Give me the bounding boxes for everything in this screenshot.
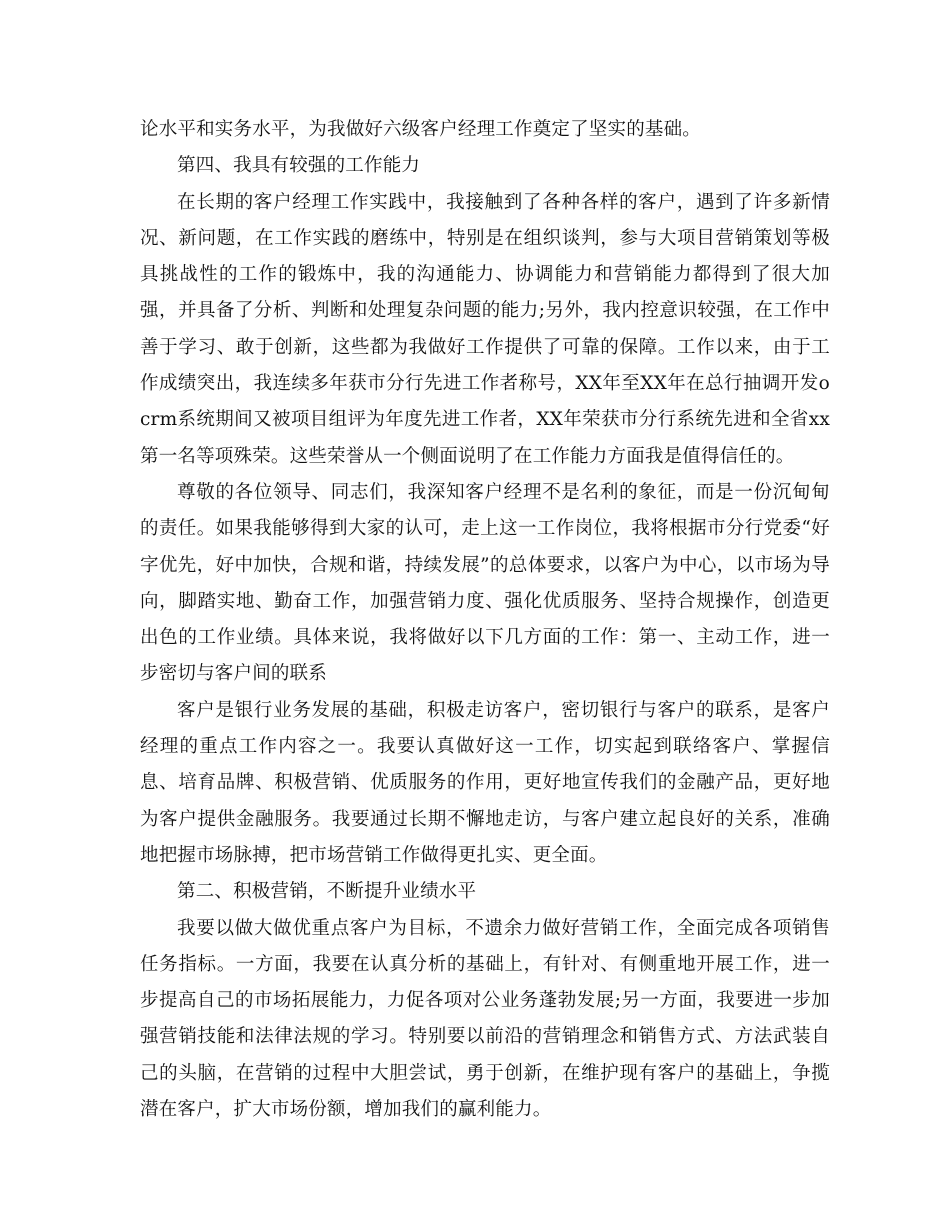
paragraph-address-leaders: 尊敬的各位领导、同志们，我深知客户经理不是名利的象征，而是一份沉甸甸的责任。如果我能够得到大家的认可，走上这一工作岗位，我将根据市分行党委“好字优先，好中加快，合规和谐，持续发展”的总体要求，以客户为中心，以市场为导向，脚踏实地、勤奋工作，加强营销力度、强化优质服务、坚持合规操作，创造更出色的工作业绩。具体来说，我将做好以下几方面的工作：第一、主动工作，进一步密切与客户间的联系: [140, 481, 830, 685]
heading-second-point: 第二、积极营销，不断提升业绩水平: [177, 881, 477, 903]
document-body: [140, 112, 830, 1128]
paragraph-work-ability: 在长期的客户经理工作实践中，我接触到了各种各样的客户，遇到了许多新情况、新问题，在工作实践的磨练中，特别是在组织谈判，参与大项目营销策划等极具挑战性的工作的锻炼中，我的沟通能力、协调能力和营销能力都得到了很大加强，并具备了分析、判断和处理复杂问题的能力;另外，我内控意识较强，在工作中善于学习、敢于创新，这些都为我做好工作提供了可靠的保障。工作以来，由于工作成绩突出，我连续多年获市分行先进工作者称号，XX年至XX年在总行抽调开发ocrm系统期间又被项目组评为年度先进工作者，XX年荣获市分行系统先进和全省xx第一名等项殊荣。这些荣誉从一个侧面说明了在工作能力方面我是值得信任的。: [140, 191, 830, 467]
heading-fourth-point: 第四、我具有较强的工作能力: [177, 155, 421, 177]
paragraph-continuation: 论水平和实务水平，为我做好六级客户经理工作奠定了坚实的基础。: [140, 119, 702, 140]
paragraph-customer-contact: 客户是银行业务发展的基础，积极走访客户，密切银行与客户的联系，是客户经理的重点工作内容之一。我要认真做好这一工作，切实起到联络客户、掌握信息、培育品牌、积极营销、优质服务的作用，更好地宣传我们的金融产品，更好地为客户提供金融服务。我要通过长期不懈地走访，与客户建立起良好的关系，准确地把握市场脉搏，把市场营销工作做得更扎实、更全面。: [140, 699, 830, 866]
paragraph-marketing: 我要以做大做优重点客户为目标，不遗余力做好营销工作，全面完成各项销售任务指标。一方面，我要在认真分析的基础上，有针对、有侧重地开展工作，进一步提高自己的市场拓展能力，力促各项对公业务蓬勃发展;另一方面，我要进一步加强营销技能和法律法规的学习。特别要以前沿的营销理念和销售方式、方法武装自己的头脑，在营销的过程中大胆尝试，勇于创新，在维护现有客户的基础上，争揽潜在客户，扩大市场份额，增加我们的赢利能力。: [140, 917, 830, 1121]
